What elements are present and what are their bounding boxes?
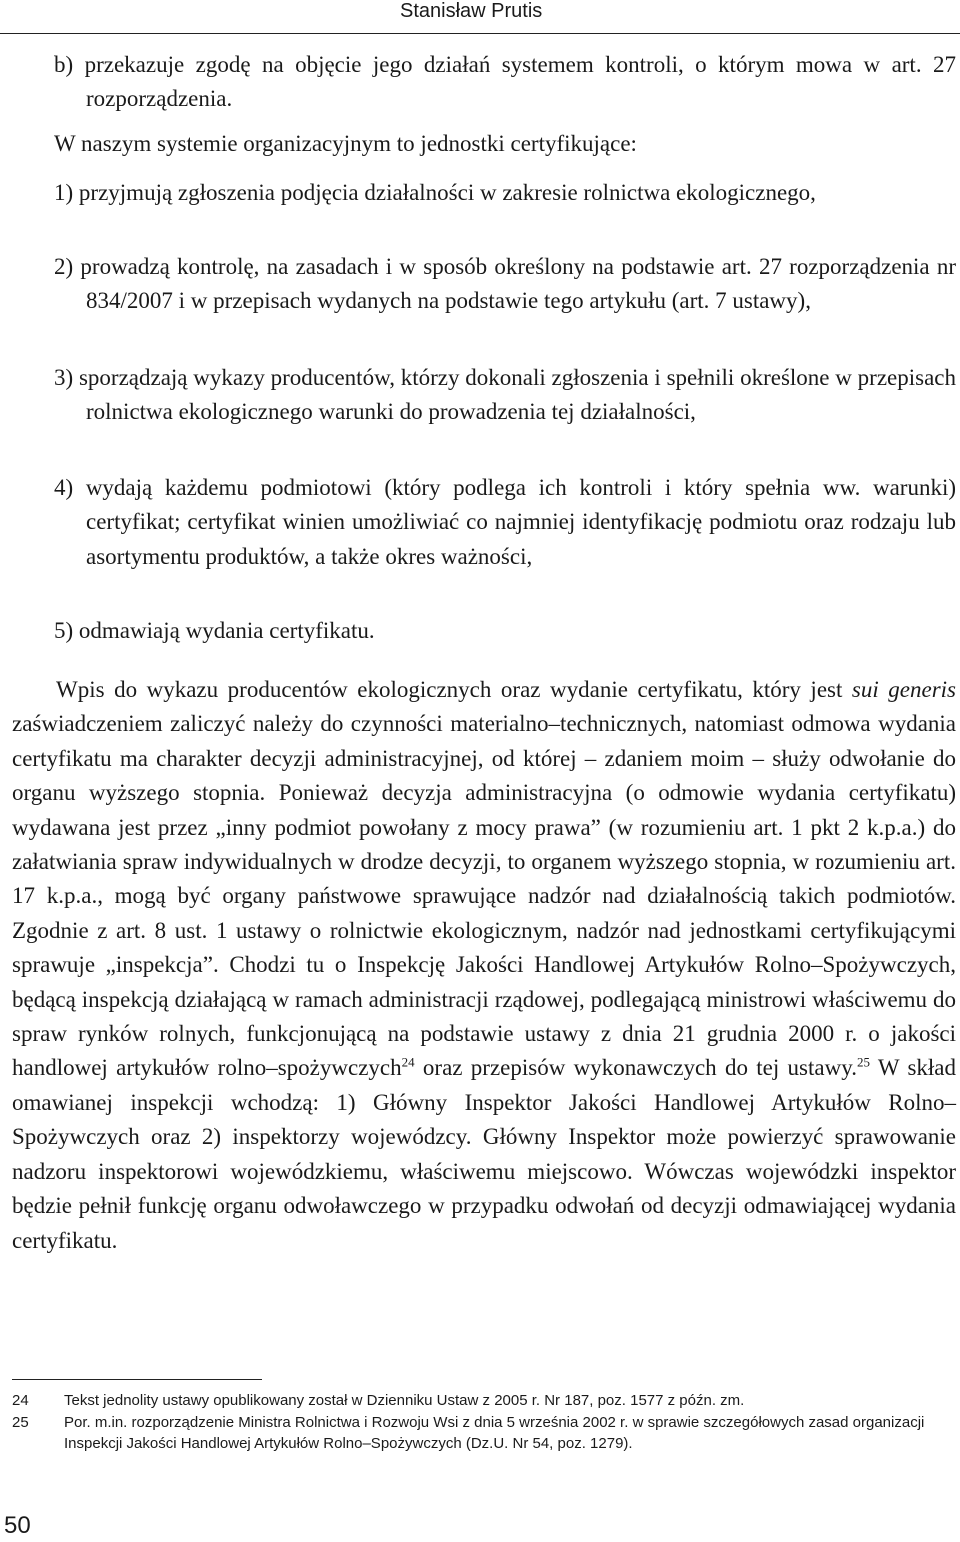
list-item-text: sporządzają wykazy producentów, którzy dokonali zgłoszenia i spełnili określone w przepisach rolnictwa ekologicznego warunki do prowadzenia tej działalności, [78, 365, 957, 425]
list-intro: W naszym systemie organizacyjnym to jednostki certyfikujące: [54, 131, 637, 156]
footnote-text: Por. m.in. rozporządzenie Ministra Rolnictwa i Rozwoju Wsi z dnia 5 września 2002 r. w sprawie szczegółowych zasad organizacji Inspekcji Jakości Handlowej Artykułów Rolno–Spożywczych (Dz.U. Nr 54, poz. 1279). [64, 1414, 925, 1452]
body-paragraph [12, 673, 956, 1258]
list-item-5 [54, 614, 956, 648]
list-item-text: prowadzą kontrolę, na zasadach i w sposób określony na podstawie art. 27 rozporządzenia nr 834/2007 i w przepisach wydanych na podstawie tego artykułu (art. 7 ustawy), [80, 254, 957, 314]
footnote-text: Tekst jednolity ustawy opublikowany został w Dzienniku Ustaw z 2005 r. Nr 187, poz. 1577 z późn. zm. [64, 1392, 745, 1409]
header-rule [0, 33, 960, 34]
footnote-rule [12, 1379, 262, 1380]
footnote-ref-25[interactable]: 25 [856, 1054, 870, 1070]
list-item-number: b) [54, 52, 74, 77]
footnote-number: 24 [12, 1392, 29, 1409]
list-item-text: odmawiają wydania certyfikatu. [78, 618, 375, 643]
footnote-number: 25 [12, 1414, 29, 1431]
list-item-1 [54, 176, 956, 210]
list-item-number: 4) [54, 475, 74, 500]
paragraph-text: oraz przepisów wykonawczych do tej ustawy. [414, 1055, 857, 1081]
list-item-number: 5) [54, 618, 74, 643]
list-item-number: 1) [54, 180, 74, 205]
paragraph-text: Wpis do wykazu producentów ekologicznych oraz wydanie certyfikatu, który jest [56, 677, 852, 702]
list-item-text: przyjmują zgłoszenia podjęcia działalności w zakresie rolnictwa ekologicznego, [78, 180, 816, 205]
italic-phrase: sui generis [851, 677, 956, 702]
page-number: 50 [4, 1512, 31, 1539]
list-item-3 [54, 361, 956, 430]
footnote-ref-24[interactable]: 24 [401, 1054, 415, 1070]
list-item-2 [54, 250, 956, 319]
list-item-text: przekazuje zgodę na objęcie jego działań systemem kontroli, o którym mowa w art. 27 rozporządzenia. [84, 52, 956, 112]
list-item-number: 2) [54, 254, 74, 279]
page-header [0, 0, 960, 36]
running-header-author: Stanisław Prutis [400, 0, 543, 22]
paragraph-text: zaświadczeniem zaliczyć należy do czynności materialno–technicznych, natomiast odmowa wydania certyfikatu ma charakter decyzji administracyjnej, od której – zdaniem moim – służy odwołanie do organu wyższego stopnia. Ponieważ decyzja administracyjna (o odmowie wydania certyfikatu) wydawana jest przez „inny podmiot powołany z mocy prawa” (w rozumieniu art. 1 pkt 2 k.p.a.) do załatwiania spraw indywidualnych w drodze decyzji, to organem wyższego stopnia, w rozumieniu art. 17 k.p.a., mogą być organy państwowe sprawujące nadzór nad działalnością takich podmiotów. Zgodnie z art. 8 ust. 1 ustawy o rolnictwie ekologicznym, nadzór nad jednostkami certyfikującymi sprawuje „inspekcja”. Chodzi tu o Inspekcję Jakości Handlowej Artykułów Rolno–Spożywczych, będącą inspekcją działającą w ramach administracji rządowej, podlegającą ministrowi właściwemu do spraw rynków rolnych, funkcjonującą na podstawie ustawy z dnia 21 grudnia 2000 r. o jakości handlowej artykułów rolno–spożywczych [12, 711, 956, 1081]
footnote-25 [12, 1412, 956, 1454]
list-item-number: 3) [54, 365, 74, 390]
list-item-b [54, 48, 956, 117]
list-item-text: wydają każdemu podmiotowi (który podlega ich kontroli i który spełnia ww. warunki) certyfikat; certyfikat winien umożliwiać co najmniej identyfikację podmiotu oraz rodzaju lub asortymentu produktów, a także okres ważności, [85, 475, 956, 569]
paragraph-text: W skład omawianej inspekcji wchodzą: 1) Główny Inspektor Jakości Handlowej Artykułów Rolno–Spożywczych oraz 2) inspektorzy wojewódzcy. Główny Inspektor może powierzyć sprawowanie nadzoru inspektorowi wojewódzkiemu, właściwemu miejscowo. Wówczas wojewódzki inspektor będzie pełnił funkcję organu odwoławczego w przypadku odwołań od decyzji odmawiającej wydania certyfikatu. [12, 1055, 956, 1253]
footnote-24 [12, 1390, 956, 1411]
list-item-4 [54, 471, 956, 574]
